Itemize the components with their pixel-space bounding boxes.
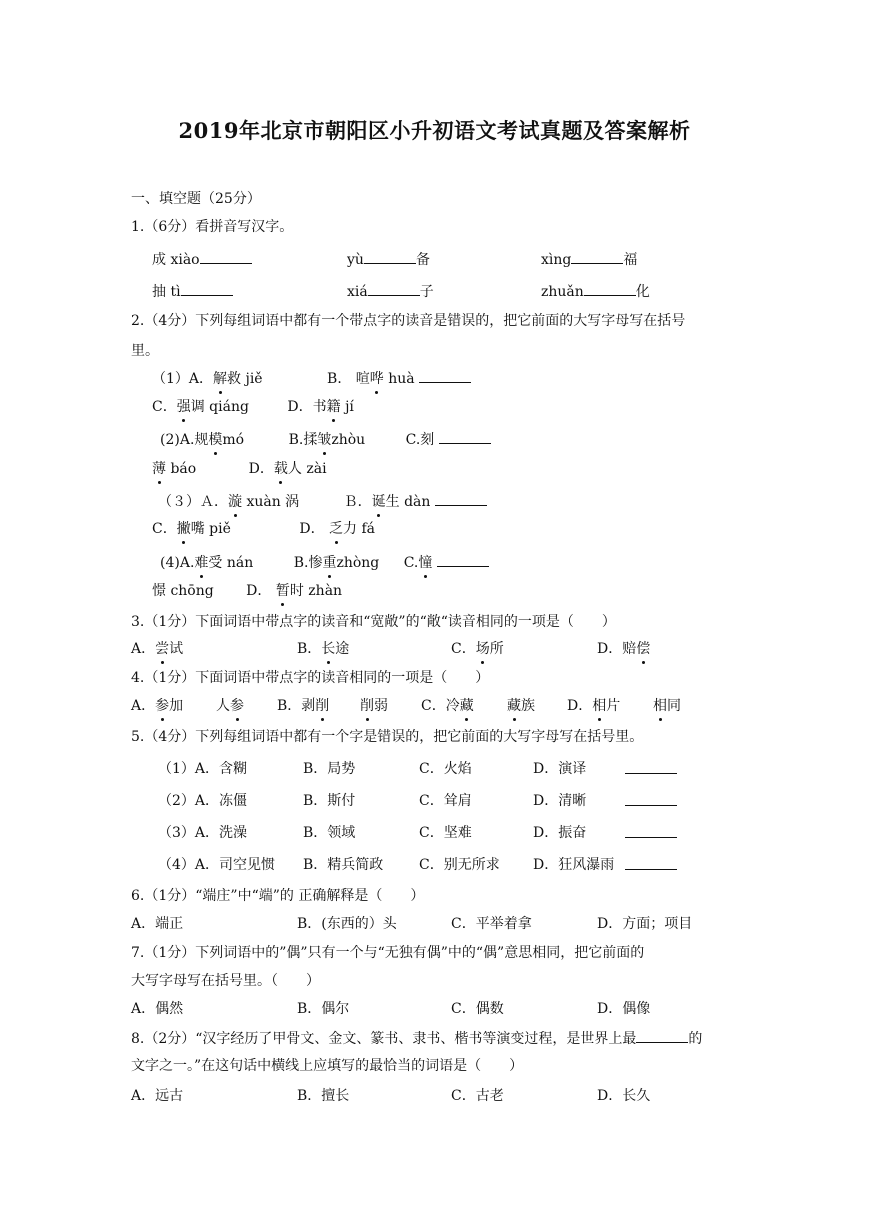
page-title: 2019年北京市朝阳区小升初语文考试真题及答案解析 xyxy=(178,118,691,143)
q5-row-1-c: C．火焰 xyxy=(419,761,472,777)
q5-row-1-d: D．演译 xyxy=(533,761,587,777)
question-7-stem: 7.（1分）下列词语中的”偶”只有一个与“无独有偶”中的“偶”意思相同，把它前面的 xyxy=(131,945,645,961)
q4-option-b2: 削弱 xyxy=(360,698,388,714)
q1-item-3: xìng 福 xyxy=(541,249,637,270)
question-7-stem-cont: 大写字母写在括号里。（ ） xyxy=(131,973,320,989)
q1-item-2: yù 备 xyxy=(347,249,430,270)
q5-row-4-b: B．精兵简政 xyxy=(303,857,384,873)
q2-group-4-line-1: (4)A.难受 nán B.惨重zhòng C.憧 xyxy=(160,552,489,573)
question-4-stem: 4.（1分）下面词语中带点字的读音相同的一项是（ ） xyxy=(131,670,490,686)
q5-row-2-b: B．斯付 xyxy=(303,793,356,809)
answer-blank[interactable] xyxy=(364,249,416,264)
q2-group-1-line-1: （1）A．解救 jiě B． 喧哗 huà xyxy=(152,368,471,389)
q5-row-3-b: B．领域 xyxy=(303,825,356,841)
q3-option-a: A．尝试 xyxy=(131,641,184,657)
q5-row-3-a: （3）A．洗澡 xyxy=(158,825,248,841)
q1-item-5: xiá 子 xyxy=(347,281,434,302)
q7-option-b: B．偶尔 xyxy=(297,1001,350,1017)
q4-option-a1: A．参加 xyxy=(131,698,184,714)
q5-row-2-d: D．清晰 xyxy=(533,793,587,809)
q2-group-3-line-1: （３）Ａ．漩 xuàn 涡 Ｂ．诞生 dàn xyxy=(158,491,487,512)
question-2-stem: 2.（4分）下列每组词语中都有一个带点字的读音是错误的，把它前面的大写字母写在括号 xyxy=(131,313,686,329)
q5-row-1-a: （1）A．含糊 xyxy=(158,761,248,777)
q4-option-d2: 相同 xyxy=(653,698,681,714)
answer-blank[interactable] xyxy=(625,759,677,774)
q2-group-2-line-1: (2)A.规模mó B.揉皱zhòu C.刻 xyxy=(160,429,491,450)
q4-option-d1: D．相片 xyxy=(567,698,621,714)
answer-blank[interactable] xyxy=(625,855,677,870)
question-8-stem: 8.（2分）“汉字经历了甲骨文、金文、篆书、隶书、楷书等演变过程，是世界上最 的 xyxy=(131,1028,702,1049)
q2-group-3-line-2: C．撇嘴 piě D． 乏力 fá xyxy=(152,521,376,537)
q4-option-a2: 人参 xyxy=(216,698,244,714)
q6-option-c: C．平举着拿 xyxy=(451,916,532,932)
q6-option-a: A．端正 xyxy=(131,916,184,932)
q5-row-2-c: C．耸肩 xyxy=(419,793,472,809)
q5-row-3-c: C．坚难 xyxy=(419,825,472,841)
question-6-stem: 6.（1分）“端庄”中“端”的 正确解释是（ ） xyxy=(131,888,425,904)
q1-item-6: zhuǎn 化 xyxy=(541,281,650,302)
q6-option-d: D．方面；项目 xyxy=(597,916,693,932)
q5-row-4-c: C．别无所求 xyxy=(419,857,500,873)
q8-option-d: D．长久 xyxy=(597,1088,651,1104)
q8-option-a: A．远古 xyxy=(131,1088,184,1104)
section-heading: 一、填空题（25分） xyxy=(131,191,261,207)
answer-blank[interactable] xyxy=(571,249,623,264)
answer-blank[interactable] xyxy=(625,791,677,806)
q7-option-d: D．偶像 xyxy=(597,1001,651,1017)
answer-blank[interactable] xyxy=(200,249,252,264)
q5-row-3-answer xyxy=(625,823,677,844)
q6-option-b: B．(东西的）头 xyxy=(297,916,397,932)
answer-blank[interactable] xyxy=(439,429,491,444)
q2-group-2-line-2: 薄 báo D．载人 zài xyxy=(152,461,327,477)
q4-option-c1: C．冷藏 xyxy=(421,698,474,714)
q1-item-1: 成 xiào xyxy=(152,249,252,270)
q8-option-c: C．古老 xyxy=(451,1088,504,1104)
q4-option-c2: 藏族 xyxy=(507,698,535,714)
q2-group-1-line-2: C．强调 qiáng D．书籍 jí xyxy=(152,399,354,415)
question-2-stem-cont: 里。 xyxy=(131,343,159,359)
question-8-stem-cont: 文字之一。”在这句话中横线上应填写的最恰当的词语是（ ） xyxy=(131,1058,524,1074)
q4-option-b1: B．剥削 xyxy=(277,698,330,714)
answer-blank[interactable] xyxy=(636,1028,688,1043)
q5-row-2-answer xyxy=(625,791,677,812)
answer-blank[interactable] xyxy=(181,281,233,296)
q5-row-4-a: （4）A．司空见惯 xyxy=(158,857,276,873)
q7-option-c: C．偶数 xyxy=(451,1001,504,1017)
q7-option-a: A．偶然 xyxy=(131,1001,184,1017)
answer-blank[interactable] xyxy=(419,368,471,383)
question-1-stem: 1.（6分）看拼音写汉字。 xyxy=(131,219,294,235)
question-5-stem: 5.（4分）下列每组词语中都有一个字是错误的，把它前面的大写字母写在括号里。 xyxy=(131,729,644,745)
question-3-stem: 3.（1分）下面词语中带点字的读音和“宽敞”的“敞“读音相同的一项是（ ） xyxy=(131,614,616,630)
answer-blank[interactable] xyxy=(584,281,636,296)
q5-row-4-d: D．狂风瀑雨 xyxy=(533,857,615,873)
q1-item-4: 抽 tì xyxy=(152,281,233,302)
answer-blank[interactable] xyxy=(368,281,420,296)
q5-row-3-d: D．振奋 xyxy=(533,825,587,841)
q5-row-2-a: （2）A．冻僵 xyxy=(158,793,248,809)
q3-option-b: B．长途 xyxy=(297,641,350,657)
answer-blank[interactable] xyxy=(625,823,677,838)
q8-option-b: B．擅长 xyxy=(297,1088,350,1104)
q5-row-4-answer xyxy=(625,855,677,876)
q5-row-1-b: B．局势 xyxy=(303,761,356,777)
q3-option-c: C．场所 xyxy=(451,641,504,657)
answer-blank[interactable] xyxy=(435,491,487,506)
q2-group-4-line-2: 憬 chōng D． 暂时 zhàn xyxy=(152,583,343,599)
q5-row-1-answer xyxy=(625,759,677,780)
q3-option-d: D．赔偿 xyxy=(597,641,651,657)
answer-blank[interactable] xyxy=(437,552,489,567)
